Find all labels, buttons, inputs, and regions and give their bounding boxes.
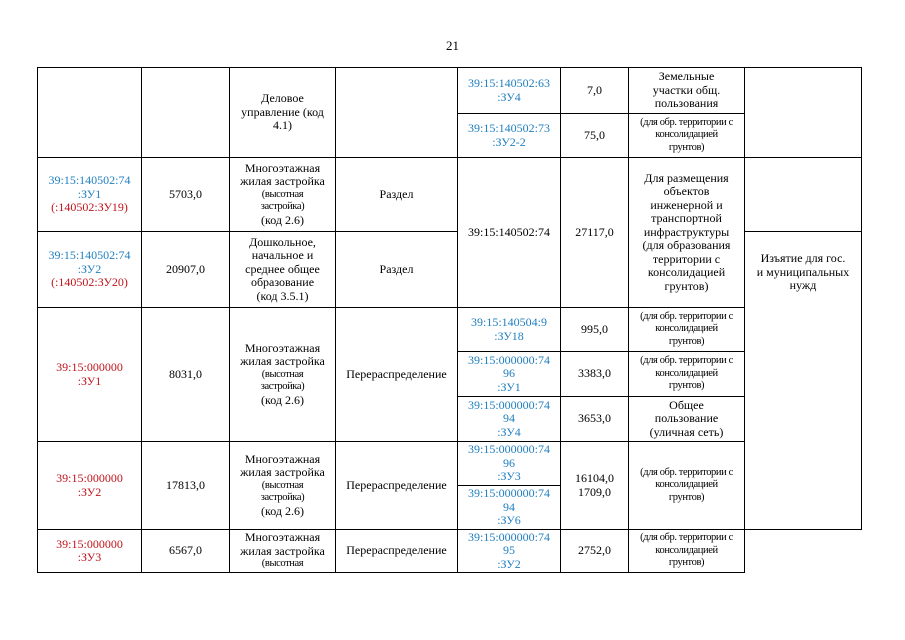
cell-source-number: 39:15:000000:74 96 :ЗУ3 xyxy=(458,442,561,486)
cell-method: Перераспределение xyxy=(336,442,458,530)
cell-plot-number: 39:15:000000 :ЗУ3 xyxy=(38,530,142,573)
cell-source-number: 39:15:140504:9 :ЗУ18 xyxy=(458,308,561,352)
cell-source-number: 39:15:000000:74 94 :ЗУ6 xyxy=(458,486,561,530)
cell-plot-number: 39:15:140502:74 :ЗУ1 (:140502:ЗУ19) xyxy=(38,158,142,232)
cell-source-number: 39:15:000000:74 94 :ЗУ4 xyxy=(458,397,561,442)
table-row xyxy=(38,442,862,486)
cell-method: Перераспределение xyxy=(336,308,458,442)
table-row xyxy=(38,68,862,114)
cell-seizure-note: Изъятие для гос. и муниципальных нужд xyxy=(745,232,862,530)
cell-source-number: 39:15:140502:74 xyxy=(458,158,561,308)
cell-plot-area: 6567,0 xyxy=(142,530,230,573)
land-plots-table xyxy=(37,67,862,573)
cell-empty xyxy=(38,68,142,158)
cell-empty xyxy=(142,68,230,158)
cell-source-area: 995,0 xyxy=(561,308,629,352)
cell-plot-number: 39:15:000000 :ЗУ2 xyxy=(38,442,142,530)
cell-method: Перераспределение xyxy=(336,530,458,573)
cell-empty xyxy=(336,68,458,158)
cell-plot-number: 39:15:140502:74 :ЗУ2 (:140502:ЗУ20) xyxy=(38,232,142,308)
cell-source-number: 39:15:000000:74 95 :ЗУ2 xyxy=(458,530,561,573)
cell-source-area: 3653,0 xyxy=(561,397,629,442)
cell-plot-area: 5703,0 xyxy=(142,158,230,232)
cell-note: Земельные участки общ. пользования xyxy=(629,68,745,114)
cell-source-number: 39:15:140502:63 :ЗУ4 xyxy=(458,68,561,114)
cell-land-use: Многоэтажная жилая застройка (высотная застройка) (код 2.6) xyxy=(230,158,336,232)
cell-empty xyxy=(745,68,862,158)
table-row xyxy=(38,530,862,573)
cell-source-area: 27117,0 xyxy=(561,158,629,308)
cell-note: (для обр. территории с консолидацией грунтов) xyxy=(629,530,745,573)
cell-note: Общее пользование (уличная сеть) xyxy=(629,397,745,442)
cell-note: (для обр. территории с консолидацией грунтов) xyxy=(629,442,745,530)
cell-plot-area: 8031,0 xyxy=(142,308,230,442)
cell-land-use: Дошкольное, начальное и среднее общее образование (код 3.5.1) xyxy=(230,232,336,308)
cell-land-use: Многоэтажная жилая застройка (высотная застройка) (код 2.6) xyxy=(230,308,336,442)
cell-plot-area: 17813,0 xyxy=(142,442,230,530)
cell-source-area: 3383,0 xyxy=(561,352,629,397)
cell-plot-number: 39:15:000000 :ЗУ1 xyxy=(38,308,142,442)
cell-source-number: 39:15:140502:73 :ЗУ2-2 xyxy=(458,114,561,158)
cell-note: Для размещения объектов инженерной и транспортной инфраструктуры (для образования территории с консолидацией грунтов) xyxy=(629,158,745,308)
cell-source-area: 7,0 xyxy=(561,68,629,114)
table-row xyxy=(38,308,862,352)
table-row xyxy=(38,158,862,232)
cell-note: (для обр. территории с консолидацией грунтов) xyxy=(629,114,745,158)
cell-source-number: 39:15:000000:74 96 :ЗУ1 xyxy=(458,352,561,397)
cell-source-area: 75,0 xyxy=(561,114,629,158)
cell-source-area: 2752,0 xyxy=(561,530,629,573)
cell-source-area: 16104,0 1709,0 xyxy=(561,442,629,530)
cell-note: (для обр. территории с консолидацией грунтов) xyxy=(629,308,745,352)
cell-plot-area: 20907,0 xyxy=(142,232,230,308)
cell-land-use: Многоэтажная жилая застройка (высотная застройка) (код 2.6) xyxy=(230,442,336,530)
page-number: 21 xyxy=(446,38,459,53)
cell-note: (для обр. территории с консолидацией грунтов) xyxy=(629,352,745,397)
cell-empty xyxy=(745,158,862,232)
cell-land-use: Деловое управление (код 4.1) xyxy=(230,68,336,158)
cell-method: Раздел xyxy=(336,232,458,308)
cell-method: Раздел xyxy=(336,158,458,232)
cell-land-use: Многоэтажная жилая застройка (высотная xyxy=(230,530,336,573)
